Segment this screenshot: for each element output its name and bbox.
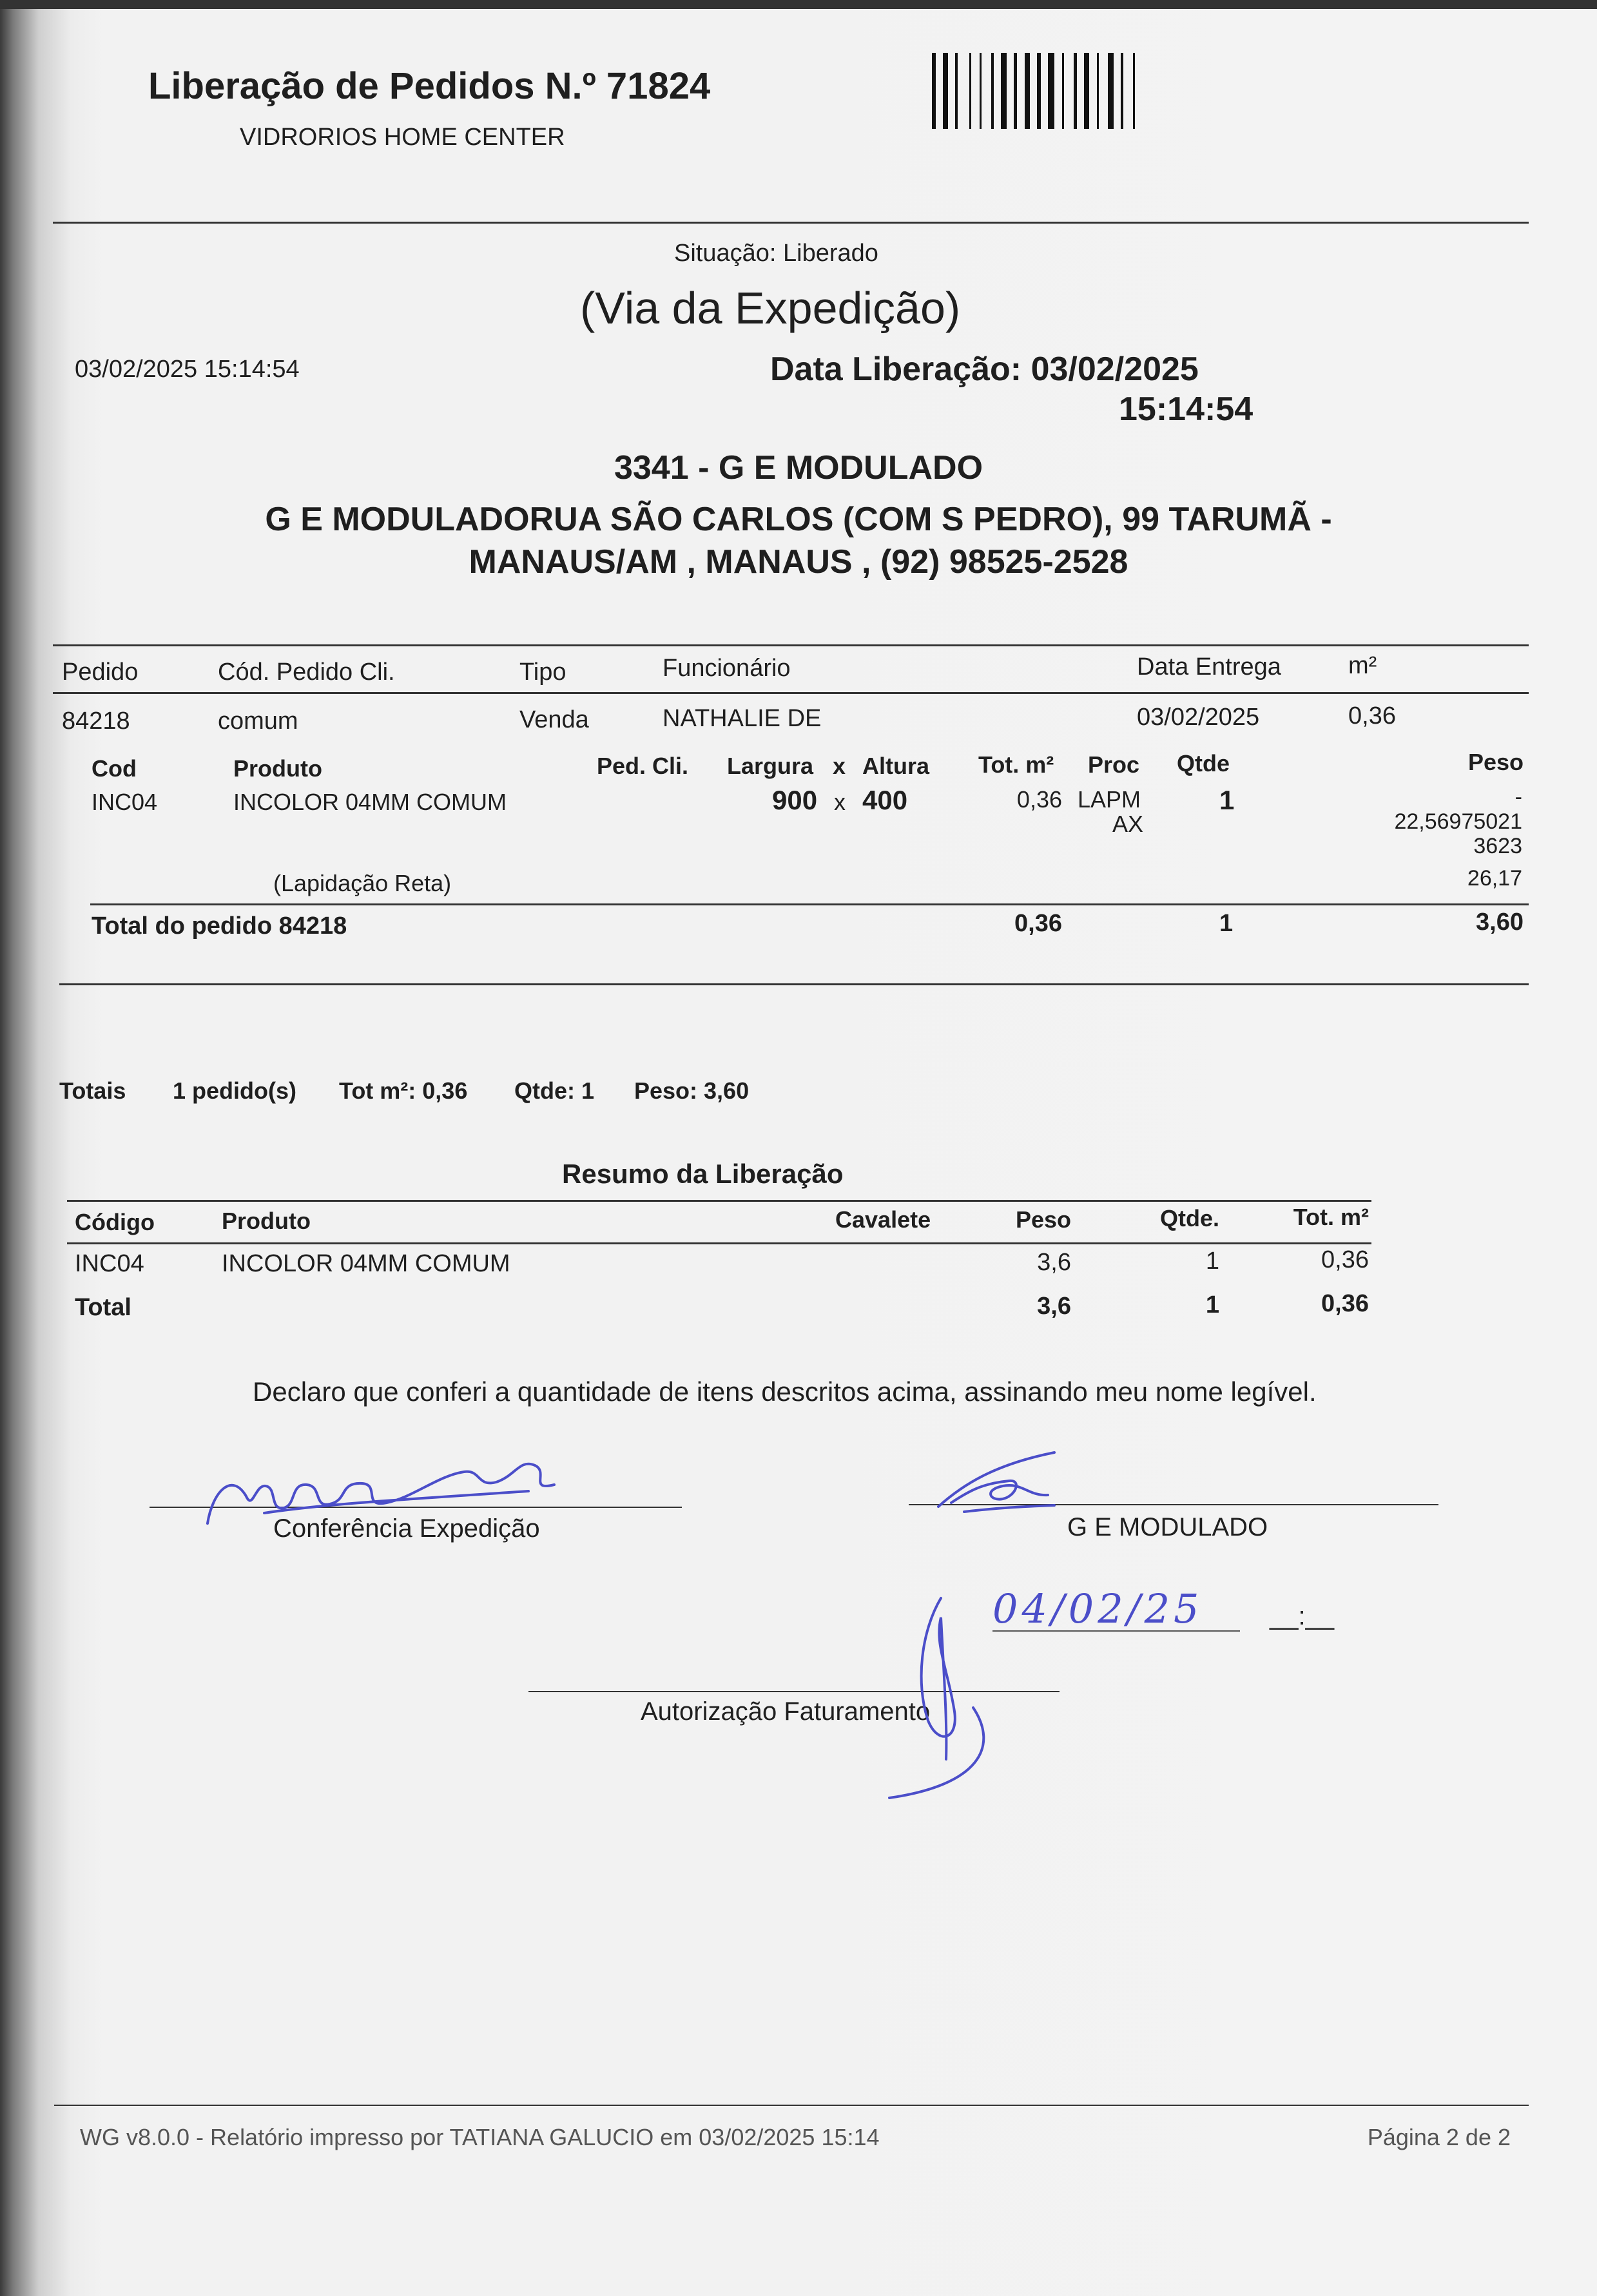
summary-total-peso: 3,6 xyxy=(1037,1293,1071,1320)
summary-total-label: Total xyxy=(75,1294,131,1321)
item-produto: INCOLOR 04MM COMUM xyxy=(233,789,507,815)
summary-title: Resumo da Liberação xyxy=(562,1159,844,1189)
totals-qtde: Qtde: 1 xyxy=(514,1077,595,1104)
document-title: Liberação de Pedidos N.º 71824 xyxy=(148,65,711,107)
summary-row-produto: INCOLOR 04MM COMUM xyxy=(222,1250,510,1277)
signature-label-bottom: Autorização Faturamento xyxy=(641,1697,931,1726)
order-total-label: Total do pedido 84218 xyxy=(92,912,347,940)
item-note: (Lapidação Reta) xyxy=(273,870,452,896)
footer-print-info: WG v8.0.0 - Relatório impresso por TATIANA GALUCIO em 03/02/2025 15:14 xyxy=(80,2124,880,2150)
printed-at: 03/02/2025 15:14:54 xyxy=(75,356,300,383)
item-cod: INC04 xyxy=(92,789,158,815)
summary-col-codigo: Código xyxy=(75,1209,155,1235)
summary-row-codigo: INC04 xyxy=(75,1250,144,1277)
order-table-top xyxy=(53,644,1529,646)
declaration-text: Declaro que conferi a quantidade de itens descritos acima, assinando meu nome legível. xyxy=(253,1376,1317,1407)
barcode xyxy=(929,53,1185,129)
col-cod-pedido-cli: Cód. Pedido Cli. xyxy=(218,659,395,686)
order-total-qtde: 1 xyxy=(1219,910,1234,937)
summary-table-top xyxy=(67,1200,1371,1202)
summary-total-tot-m2: 0,36 xyxy=(1321,1290,1369,1317)
order-table-header-divider xyxy=(53,692,1529,694)
items-col-qtde: Qtde xyxy=(1177,750,1230,777)
summary-col-peso: Peso xyxy=(1015,1206,1071,1233)
summary-col-tot-m2: Tot. m² xyxy=(1293,1204,1369,1230)
totals-m2: Tot m²: 0,36 xyxy=(339,1077,468,1104)
release-time: 15:14:54 xyxy=(1119,391,1253,428)
item-tot-m2: 0,36 xyxy=(1016,786,1062,813)
client-address-line2: MANAUS/AM , MANAUS , (92) 98525-2528 xyxy=(469,543,1128,581)
items-col-cod: Cod xyxy=(92,755,137,782)
item-peso-4: 26,17 xyxy=(1467,866,1522,891)
header-divider xyxy=(53,222,1529,224)
summary-col-cavalete: Cavalete xyxy=(835,1206,931,1233)
order-total-peso: 3,60 xyxy=(1476,909,1524,936)
items-col-peso: Peso xyxy=(1467,749,1524,775)
signature-label-left: Conferência Expedição xyxy=(273,1514,540,1543)
order-pedido: 84218 xyxy=(62,708,130,735)
item-peso-3: 3623 xyxy=(1473,834,1522,858)
handwritten-signature-right xyxy=(925,1445,1080,1522)
items-total-divider xyxy=(90,903,1529,905)
col-m2: m² xyxy=(1348,652,1377,679)
items-col-x: x xyxy=(833,753,846,779)
time-blank: __:__ xyxy=(1270,1602,1335,1630)
items-col-largura: Largura xyxy=(727,753,814,779)
summary-row-qtde: 1 xyxy=(1205,1248,1219,1275)
col-pedido: Pedido xyxy=(62,659,139,686)
order-cod-pedido-cli: comum xyxy=(218,708,298,735)
via-label: (Via da Expedição) xyxy=(580,283,961,333)
company-name: VIDRORIOS HOME CENTER xyxy=(240,124,565,151)
summary-col-produto: Produto xyxy=(222,1208,311,1234)
items-col-proc: Proc xyxy=(1088,751,1140,778)
col-data-entrega: Data Entrega xyxy=(1137,653,1281,680)
item-altura: 400 xyxy=(862,785,908,815)
item-largura: 900 xyxy=(772,785,818,815)
order-tipo: Venda xyxy=(519,706,589,733)
totals-pedidos: 1 pedido(s) xyxy=(173,1077,297,1104)
col-funcionario: Funcionário xyxy=(663,655,791,682)
footer-divider xyxy=(54,2105,1529,2106)
item-qtde: 1 xyxy=(1219,785,1235,815)
summary-header-divider xyxy=(67,1242,1371,1244)
date-underline xyxy=(992,1630,1240,1632)
order-total-m2: 0,36 xyxy=(1014,910,1062,937)
items-col-tot-m2: Tot. m² xyxy=(978,751,1054,778)
item-proc-1: LAPM xyxy=(1078,786,1141,813)
items-col-ped-cli: Ped. Cli. xyxy=(597,753,689,779)
item-peso-1: - xyxy=(1515,785,1522,809)
item-peso-2: 22,56975021 xyxy=(1394,809,1522,834)
release-date: Data Liberação: 03/02/2025 xyxy=(770,351,1199,388)
handwritten-signature-bottom xyxy=(876,1592,1005,1811)
items-col-produto: Produto xyxy=(233,755,322,782)
summary-row-tot-m2: 0,36 xyxy=(1321,1246,1369,1273)
footer-page-number: Página 2 de 2 xyxy=(1367,2124,1511,2150)
col-tipo: Tipo xyxy=(519,659,566,686)
status-text: Situação: Liberado xyxy=(674,240,878,267)
client-code-name: 3341 - G E MODULADO xyxy=(614,449,983,487)
summary-row-peso: 3,6 xyxy=(1037,1249,1071,1276)
item-proc-2: AX xyxy=(1112,811,1144,837)
order-m2: 0,36 xyxy=(1348,702,1396,729)
order-funcionario: NATHALIE DE xyxy=(663,705,822,732)
handwritten-date: 04/02/25 xyxy=(992,1585,1203,1632)
client-address-line1: G E MODULADORUA SÃO CARLOS (COM S PEDRO), 99 TARUMÃ - xyxy=(265,501,1332,538)
items-col-altura: Altura xyxy=(862,753,930,779)
totals-peso: Peso: 3,60 xyxy=(634,1077,750,1104)
scan-top-edge xyxy=(0,0,1597,9)
totals-label: Totais xyxy=(59,1077,126,1104)
summary-col-qtde: Qtde. xyxy=(1159,1205,1219,1231)
handwritten-signature-left xyxy=(193,1446,593,1543)
order-data-entrega: 03/02/2025 xyxy=(1137,704,1260,731)
item-x: x xyxy=(834,789,846,815)
summary-total-qtde: 1 xyxy=(1205,1291,1219,1318)
section-divider xyxy=(59,983,1529,985)
signature-label-right: G E MODULADO xyxy=(1067,1513,1268,1541)
